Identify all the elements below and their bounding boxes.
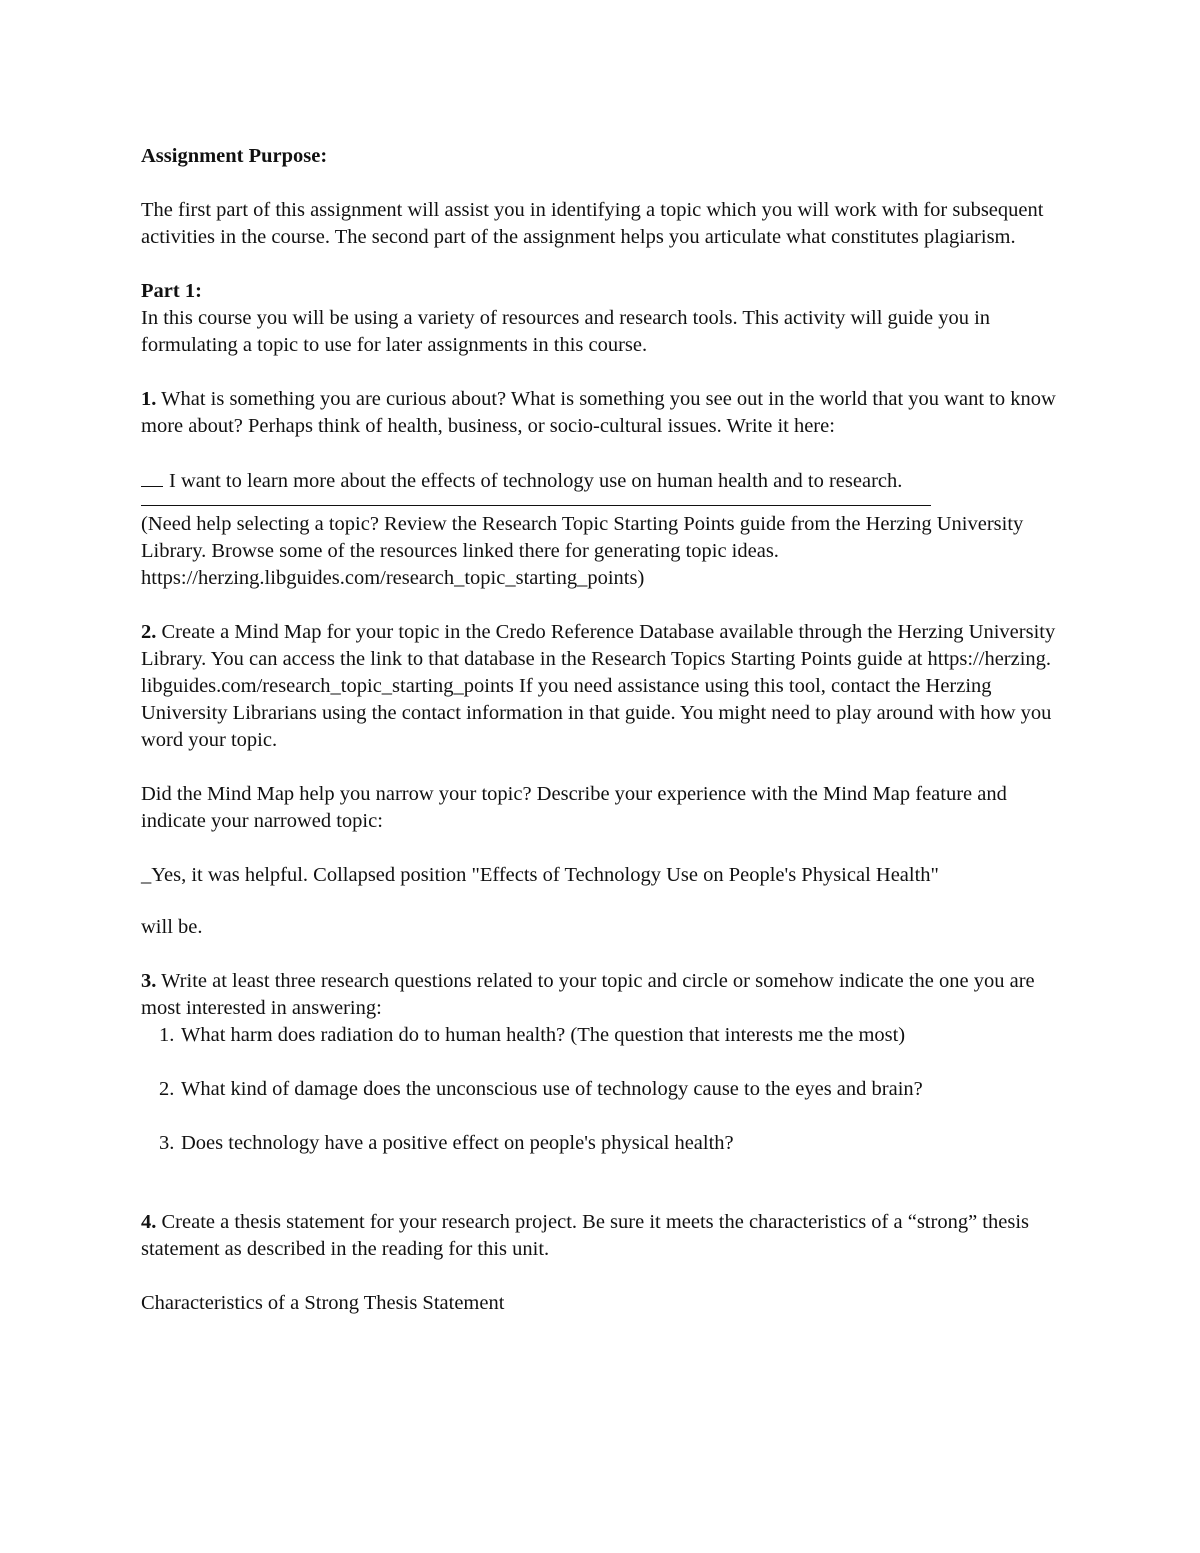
question-2 [141,619,1071,754]
question-1-answer-text: I want to learn more about the effects of technology use on human health and to research. [169,470,903,492]
question-1-help: (Need help selecting a topic? Review the Research Topic Starting Points guide from the Herzing University Library. Browse some of the resources linked there for generating topic ideas. https://herzing.libguides.com/research_topic_starting_points) [141,513,1024,589]
question-2-answer-continued: will be. [141,916,203,938]
question-1 [141,386,1071,440]
question-1-text: What is something you are curious about? What is something you see out in the world that you want to know more about? Perhaps think of health, business, or socio-cultural issues. Write it here: [141,388,1056,437]
question-3 [141,968,1071,1022]
purpose-text: The first part of this assignment will assist you in identifying a topic which you will work with for subsequent activities in the course. The second part of the assignment helps you articulate what constitutes plagiarism. [141,199,1044,248]
question-2-number: 2. [141,621,157,643]
question-2-followup: Did the Mind Map help you narrow your topic? Describe your experience with the Mind Map feature and indicate your narrowed topic: [141,783,1007,832]
question-1-answer [141,466,1071,495]
document-body [141,143,1071,1317]
thesis-characteristics-heading: Characteristics of a Strong Thesis Statement [141,1292,505,1314]
question-2-text: Create a Mind Map for your topic in the Credo Reference Database available through the Herzing University Library. You can access the link to that database in the Research Topics Starting Points guide at https://herzing. libguides.com/research_topic_starting_points If you need assistance using this tool, contact the Herzing University Librarians using the contact information in that guide. You might need to play around with how you word your topic. [141,621,1056,751]
research-question-1: 1. What harm does radiation do to human health? (The question that interests me the most) [159,1024,906,1046]
question-4 [141,1209,1071,1263]
research-questions-list [141,1022,1071,1157]
question-3-text: Write at least three research questions related to your topic and circle or somehow indicate the one you are most interested in answering: [141,970,1035,1019]
research-question-2: 2. What kind of damage does the unconscious use of technology cause to the eyes and brain? [159,1078,923,1100]
question-4-number: 4. [141,1211,157,1233]
question-4-text: Create a thesis statement for your research project. Be sure it meets the characteristics of a “strong” thesis statement as described in the reading for this unit. [141,1211,1029,1260]
research-question-3: 3. Does technology have a positive effect on people's physical health? [159,1132,734,1154]
answer-underline [141,505,931,506]
question-1-number: 1. [141,388,157,410]
answer-blank-line [141,466,163,487]
purpose-heading: Assignment Purpose: [141,145,328,167]
part1-heading: Part 1: [141,280,202,302]
question-3-number: 3. [141,970,157,992]
part1-intro: In this course you will be using a variety of resources and research tools. This activity will guide you in formulating a topic to use for later assignments in this course. [141,307,991,356]
question-2-answer: _Yes, it was helpful. Collapsed position "Effects of Technology Use on People's Physical Health" [141,864,939,886]
